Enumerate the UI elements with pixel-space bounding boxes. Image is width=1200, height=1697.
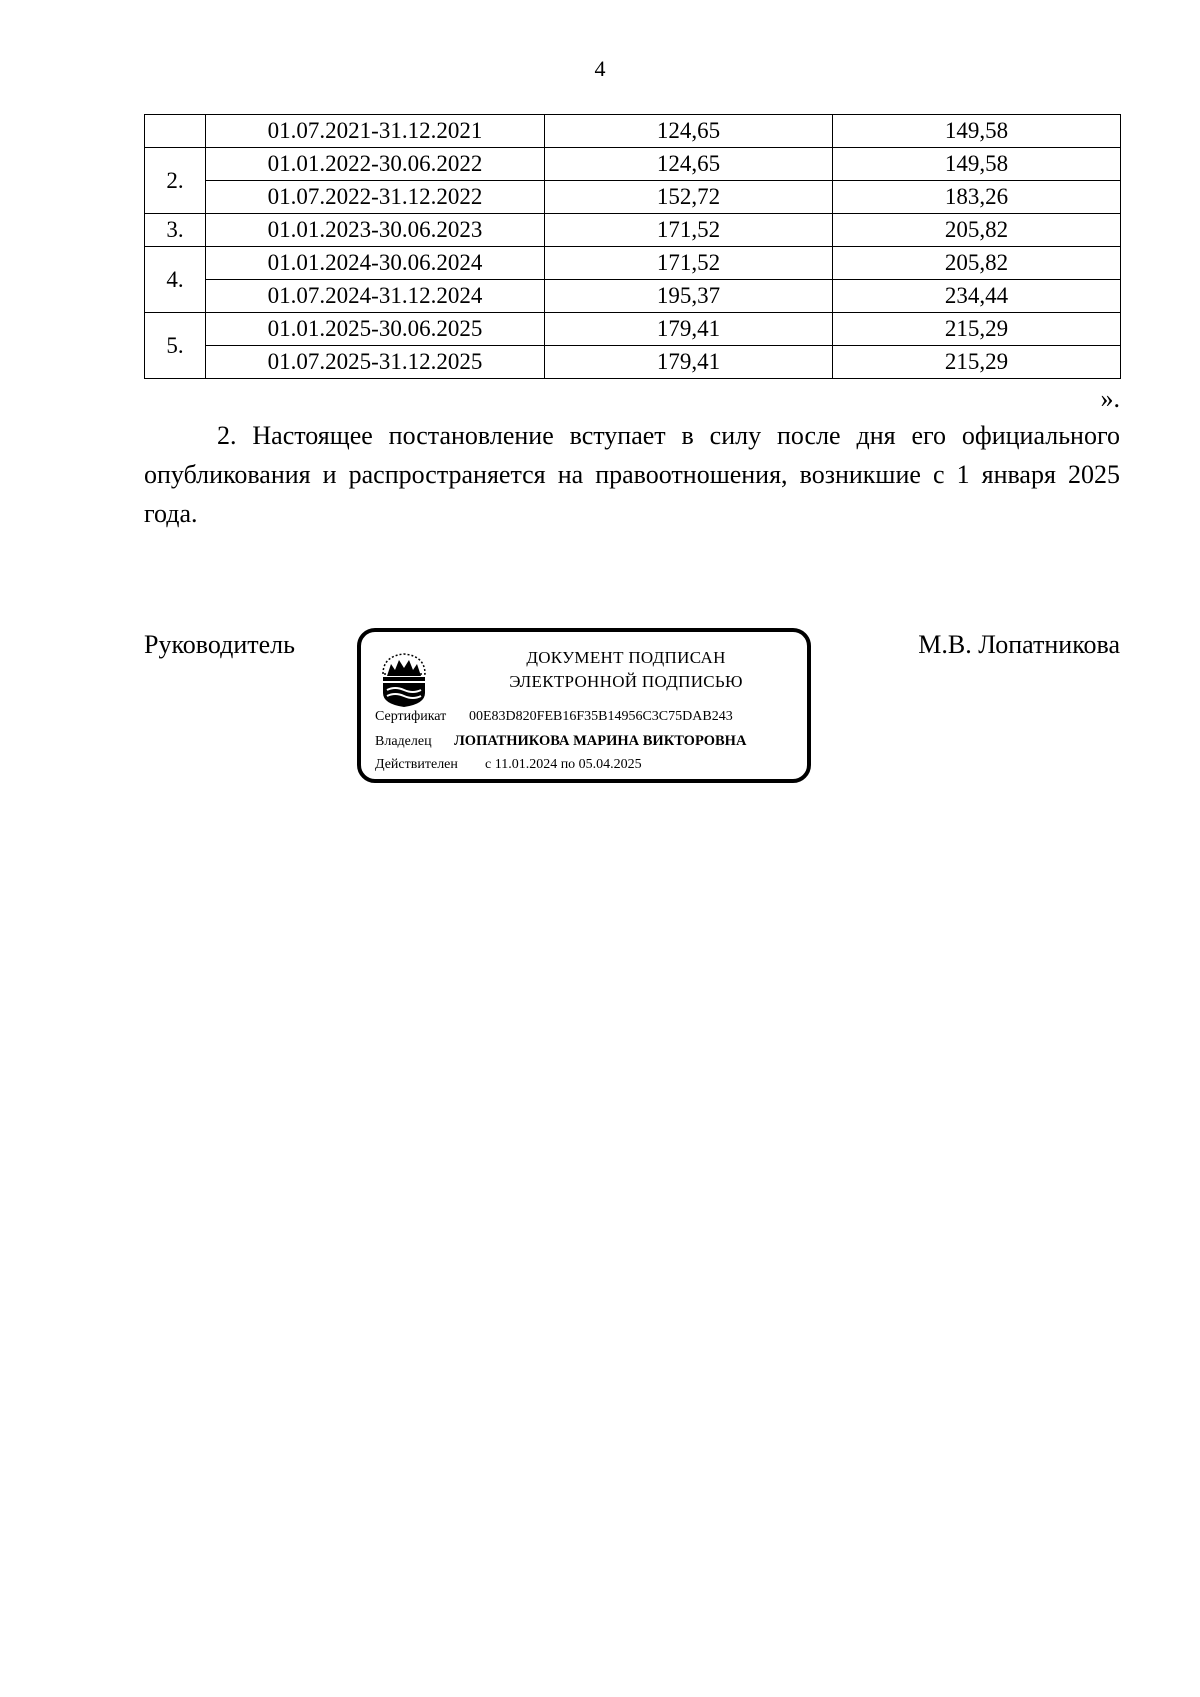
period-cell: 01.07.2021-31.12.2021 — [206, 115, 545, 148]
period-cell: 01.01.2024-30.06.2024 — [206, 247, 545, 280]
validity-label: Действителен — [375, 757, 458, 772]
signatory-name: М.В. Лопатникова — [918, 630, 1120, 659]
period-cell: 01.01.2025-30.06.2025 — [206, 313, 545, 346]
stamp-certificate-row — [375, 709, 733, 725]
table-row — [145, 214, 1121, 247]
value-cell-1: 195,37 — [545, 280, 833, 313]
table-row — [145, 148, 1121, 181]
period-cell: 01.01.2023-30.06.2023 — [206, 214, 545, 247]
validity-value: с 11.01.2024 по 05.04.2025 — [485, 757, 642, 772]
owner-label: Владелец — [375, 734, 432, 749]
row-number-cell: 4. — [145, 247, 206, 313]
value-cell-2: 149,58 — [833, 148, 1121, 181]
value-cell-1: 179,41 — [545, 313, 833, 346]
stamp-title-line-2: ЭЛЕКТРОННОЙ ПОДПИСЬЮ — [509, 672, 743, 691]
row-number-cell: 3. — [145, 214, 206, 247]
value-cell-2: 183,26 — [833, 181, 1121, 214]
value-cell-2: 205,82 — [833, 214, 1121, 247]
value-cell-1: 179,41 — [545, 346, 833, 379]
signatory-position: Руководитель — [144, 630, 295, 659]
table-row — [145, 115, 1121, 148]
value-cell-2: 149,58 — [833, 115, 1121, 148]
value-cell-1: 152,72 — [545, 181, 833, 214]
period-cell: 01.01.2022-30.06.2022 — [206, 148, 545, 181]
period-cell: 01.07.2025-31.12.2025 — [206, 346, 545, 379]
row-number-cell: 5. — [145, 313, 206, 379]
closing-quote: ». — [1100, 384, 1120, 413]
table-row — [145, 280, 1121, 313]
row-number-cell — [145, 115, 206, 148]
stamp-title-line-1: ДОКУМЕНТ ПОДПИСАН — [526, 648, 726, 667]
stamp-owner-row — [375, 733, 746, 750]
value-cell-2: 215,29 — [833, 313, 1121, 346]
stamp-validity-row — [375, 757, 642, 773]
table-row — [145, 346, 1121, 379]
value-cell-2: 215,29 — [833, 346, 1121, 379]
row-number-cell: 2. — [145, 148, 206, 214]
regional-coat-of-arms-icon — [377, 648, 431, 708]
certificate-value: 00E83D820FEB16F35B14956C3C75DAB243 — [469, 709, 733, 724]
table-row — [145, 247, 1121, 280]
table-row — [145, 313, 1121, 346]
electronic-signature-stamp — [357, 628, 811, 783]
value-cell-1: 171,52 — [545, 247, 833, 280]
tariff-table — [144, 114, 1121, 379]
effective-date-paragraph: 2. Настоящее постановление вступает в силу после дня его официального опубликования и распространяется на правоотношения, возникшие с 1 января 2025 года. — [144, 421, 1120, 528]
value-cell-2: 205,82 — [833, 247, 1121, 280]
period-cell: 01.07.2022-31.12.2022 — [206, 181, 545, 214]
value-cell-1: 171,52 — [545, 214, 833, 247]
period-cell: 01.07.2024-31.12.2024 — [206, 280, 545, 313]
page-number: 4 — [594, 56, 606, 81]
value-cell-1: 124,65 — [545, 115, 833, 148]
value-cell-2: 234,44 — [833, 280, 1121, 313]
table-row — [145, 181, 1121, 214]
owner-value: ЛОПАТНИКОВА МАРИНА ВИКТОРОВНА — [454, 733, 747, 749]
certificate-label: Сертификат — [375, 709, 447, 724]
value-cell-1: 124,65 — [545, 148, 833, 181]
